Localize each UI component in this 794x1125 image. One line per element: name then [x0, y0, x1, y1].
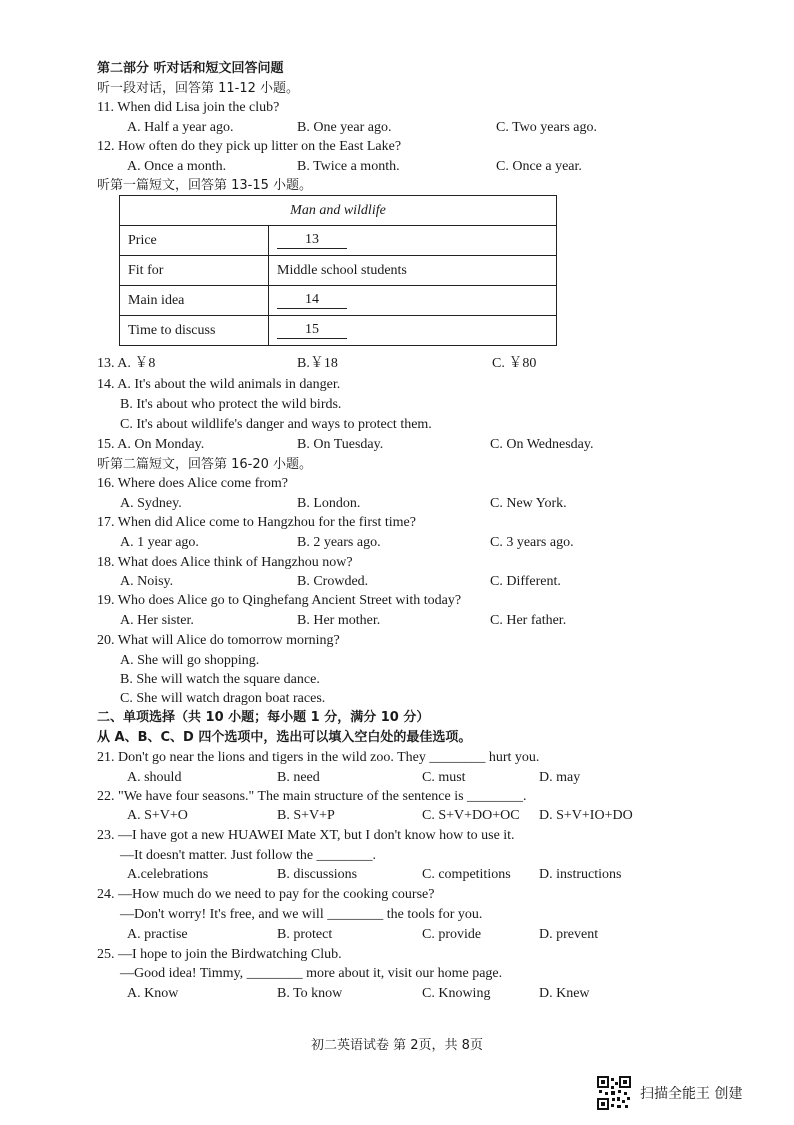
- table-value-fit-for: Middle school students: [269, 256, 557, 286]
- q21-stem: 21. Don't go near the lions and tigers in the wild zoo. They ________ hurt you.: [97, 750, 540, 765]
- q21-option-a: A. should: [127, 770, 182, 785]
- q23-option-b: B. discussions: [277, 867, 358, 882]
- blank-13: 13: [277, 232, 347, 249]
- q17-option-b: B. 2 years ago.: [297, 535, 381, 550]
- q14-option-c: C. It's about wildlife's danger and ways to protect them.: [120, 417, 432, 432]
- dialog-intro: 听一段对话，回答第 11-12 小题。: [97, 81, 300, 96]
- q17-option-a: A. 1 year ago.: [120, 535, 199, 550]
- q23-option-a: A.celebrations: [127, 867, 209, 882]
- q23-stem: 23. —I have got a new HUAWEI Mate XT, but I don't know how to use it.: [97, 828, 515, 843]
- table-title-row: [120, 196, 557, 226]
- blank-15: 15: [277, 322, 347, 339]
- table-value-time: [269, 316, 557, 346]
- q12-option-a: A. Once a month.: [127, 159, 227, 174]
- q21-option-b: B. need: [277, 770, 320, 785]
- q22-option-c: C. S+V+DO+OC: [422, 808, 520, 823]
- q20-stem: 20. What will Alice do tomorrow morning?: [97, 633, 340, 648]
- q16-option-a: A. Sydney.: [120, 496, 182, 511]
- table-label-time: Time to discuss: [120, 316, 269, 346]
- q17-option-c: C. 3 years ago.: [490, 535, 574, 550]
- page-footer: 初二英语试卷 第 2页，共 8页: [311, 1038, 483, 1053]
- table-row: [120, 226, 557, 256]
- q12-option-b: B. Twice a month.: [297, 159, 400, 174]
- table-title: Man and wildlife: [120, 196, 557, 226]
- q24-option-c: C. provide: [422, 927, 482, 942]
- q11-option-c: C. Two years ago.: [496, 120, 598, 135]
- table-row: [120, 316, 557, 346]
- q12-stem: 12. How often do they pick up litter on the East Lake?: [97, 139, 402, 154]
- q18-option-a: A. Noisy.: [120, 574, 174, 589]
- q15-option-a: 15. A. On Monday.: [97, 437, 205, 452]
- q19-option-a: A. Her sister.: [120, 613, 194, 628]
- q13-option-b: B.￥18: [297, 356, 338, 371]
- table-label-main-idea: Main idea: [120, 286, 269, 316]
- q21-option-d: D. may: [539, 770, 581, 785]
- table-row: [120, 286, 557, 316]
- q20-option-b: B. She will watch the square dance.: [120, 672, 320, 687]
- q17-stem: 17. When did Alice come to Hangzhou for the first time?: [97, 515, 416, 530]
- passage2-intro: 听第二篇短文，回答第 16-20 小题。: [97, 457, 313, 472]
- q24-stem2: —Don't worry! It's free, and we will ________ the tools for you.: [120, 907, 483, 922]
- q11-option-a: A. Half a year ago.: [127, 120, 234, 135]
- part2-heading: 第二部分 听对话和短文回答问题: [97, 61, 284, 76]
- q24-stem: 24. —How much do we need to pay for the cooking course?: [97, 887, 435, 902]
- q16-stem: 16. Where does Alice come from?: [97, 476, 289, 491]
- q18-option-b: B. Crowded.: [297, 574, 369, 589]
- q14-option-a: 14. A. It's about the wild animals in danger.: [97, 377, 341, 392]
- q24-option-b: B. protect: [277, 927, 333, 942]
- q25-option-d: D. Knew: [539, 986, 590, 1001]
- q15-option-c: C. On Wednesday.: [490, 437, 594, 452]
- q16-option-c: C. New York.: [490, 496, 567, 511]
- q13-option-a: 13. A. ￥8: [97, 356, 156, 371]
- q20-option-a: A. She will go shopping.: [120, 653, 260, 668]
- q11-option-b: B. One year ago.: [297, 120, 392, 135]
- q23-option-c: C. competitions: [422, 867, 511, 882]
- q25-option-a: A. Know: [127, 986, 179, 1001]
- q22-option-d: D. S+V+IO+DO: [539, 808, 633, 823]
- section2-heading: 二、单项选择（共 10 小题；每小题 1 分，满分 10 分）: [97, 710, 430, 725]
- table-value-price: [269, 226, 557, 256]
- q19-option-b: B. Her mother.: [297, 613, 381, 628]
- q14-option-b: B. It's about who protect the wild birds.: [120, 397, 342, 412]
- q23-option-d: D. instructions: [539, 867, 622, 882]
- passage1-intro: 听第一篇短文，回答第 13-15 小题。: [97, 178, 313, 193]
- q22-stem: 22. "We have four seasons." The main structure of the sentence is ________.: [97, 789, 527, 804]
- qr-code-icon: [597, 1076, 631, 1110]
- q12-option-c: C. Once a year.: [496, 159, 582, 174]
- q23-stem2: —It doesn't matter. Just follow the ________.: [120, 848, 377, 863]
- q18-stem: 18. What does Alice think of Hangzhou now?: [97, 555, 353, 570]
- q19-option-c: C. Her father.: [490, 613, 567, 628]
- scanner-watermark: 扫描全能王 创建: [640, 1086, 743, 1102]
- q24-option-d: D. prevent: [539, 927, 599, 942]
- table-row: [120, 256, 557, 286]
- q21-option-c: C. must: [422, 770, 466, 785]
- q22-option-a: A. S+V+O: [127, 808, 188, 823]
- q22-option-b: B. S+V+P: [277, 808, 335, 823]
- q25-stem2: —Good idea! Timmy, ________ more about it, visit our home page.: [120, 966, 503, 981]
- q18-option-c: C. Different.: [490, 574, 561, 589]
- q19-stem: 19. Who does Alice go to Qinghefang Ancient Street with today?: [97, 593, 462, 608]
- q25-option-b: B. To know: [277, 986, 343, 1001]
- q15-option-b: B. On Tuesday.: [297, 437, 384, 452]
- table-value-main-idea: [269, 286, 557, 316]
- section2-instruction: 从 A、B、C、D 四个选项中，选出可以填入空白处的最佳选项。: [97, 730, 472, 745]
- q24-option-a: A. practise: [127, 927, 188, 942]
- blank-14: 14: [277, 292, 347, 309]
- q25-stem: 25. —I hope to join the Birdwatching Club.: [97, 947, 342, 962]
- table-label-fit-for: Fit for: [120, 256, 269, 286]
- q13-option-c: C. ￥80: [492, 356, 537, 371]
- table-label-price: Price: [120, 226, 269, 256]
- q11-stem: 11. When did Lisa join the club?: [97, 100, 280, 115]
- info-table: [119, 195, 557, 346]
- q25-option-c: C. Knowing: [422, 986, 491, 1001]
- q16-option-b: B. London.: [297, 496, 361, 511]
- q20-option-c: C. She will watch dragon boat races.: [120, 691, 326, 706]
